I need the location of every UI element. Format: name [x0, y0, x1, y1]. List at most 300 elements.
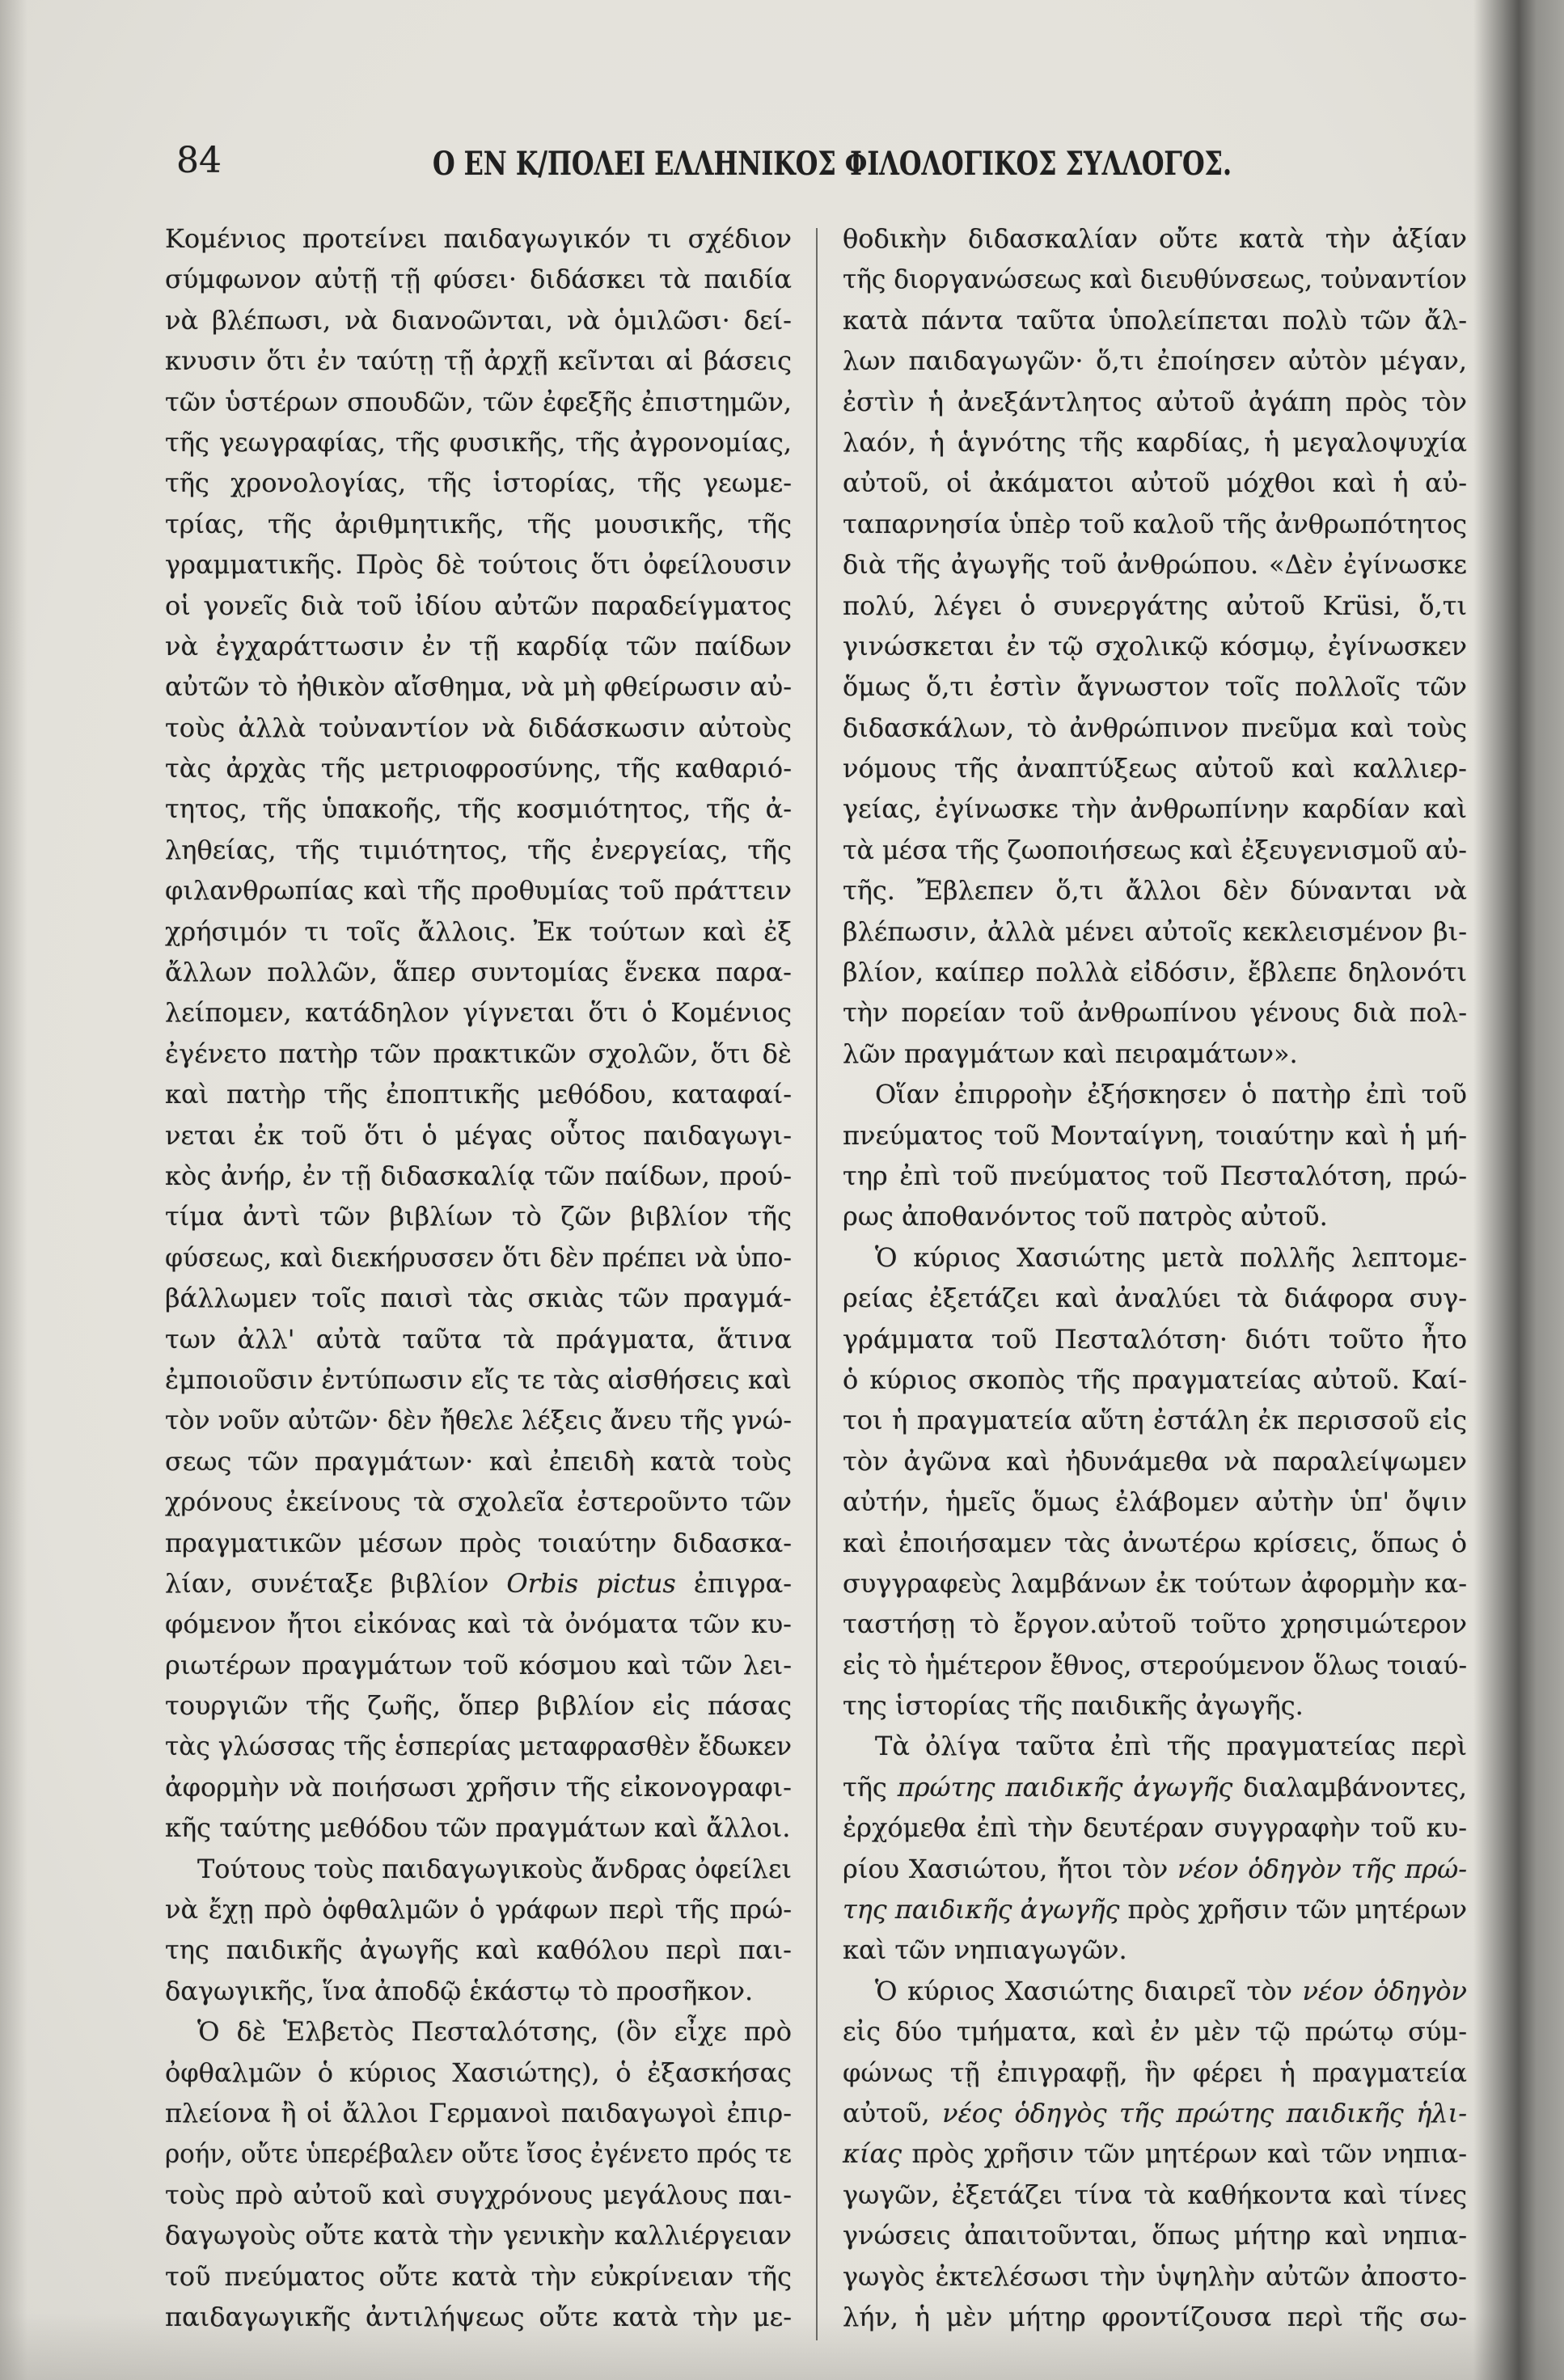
line-text	[843, 952, 1467, 992]
line-text	[843, 218, 1467, 259]
text-segment: φύσεως, καὶ διεκήρυσσεν ὅτι δὲν πρέπει νὰ ὑπο-	[165, 1241, 792, 1273]
text-segment: τὰ μέσα τῆς ζωοποιήσεως καὶ ἐξευγενισμοῦ αὐ-	[843, 834, 1467, 865]
line-text	[843, 544, 1467, 585]
line-text	[843, 666, 1467, 707]
text-line	[165, 1889, 792, 1930]
line-text	[843, 1359, 1467, 1400]
text-segment: των ἀλλ' αὐτὰ ταῦτα τὰ πράγματα, ἅτινα	[165, 1323, 792, 1355]
text-line	[843, 1523, 1467, 1563]
text-segment: δαγωγοὺς οὔτε κατὰ τὴν γενικὴν καλλιέργειαν	[165, 2220, 792, 2251]
text-line	[165, 1319, 792, 1359]
text-segment: λων παιδαγωγῶν· ὅ,τι ἐποίησεν αὐτὸν μέγαν,	[843, 345, 1467, 377]
line-text	[843, 2175, 1467, 2215]
text-segment: βλίον, καίπερ πολλὰ εἰδόσιν, ἔβλεπε δηλονότι	[843, 957, 1467, 988]
right-column	[843, 218, 1467, 2337]
italic-text: νέον ὁδηγὸν τῆς πρώ-	[1177, 1853, 1467, 1884]
line-text	[843, 1604, 1467, 1644]
line-text	[165, 1604, 792, 1644]
page-number: 84	[176, 140, 222, 181]
line-text	[843, 340, 1467, 381]
text-segment: χρόνους ἐκείνους τὰ σχολεῖα ἐστεροῦντο τῶν	[165, 1486, 792, 1518]
line-text	[843, 748, 1467, 788]
text-line	[165, 952, 792, 992]
text-line	[843, 626, 1467, 666]
text-line	[843, 1807, 1467, 1848]
text-line	[843, 2175, 1467, 2215]
text-segment: παιδαγωγικῆς ἀντιλήψεως οὔτε κατὰ τὴν με-	[165, 2301, 792, 2332]
text-segment: τηρ ἐπὶ τοῦ πνεύματος τοῦ Πεσταλότση, πρώ-	[843, 1160, 1467, 1191]
line-text	[165, 911, 792, 952]
text-segment: θοδικὴν διδασκαλίαν οὔτε κατὰ τὴν ἀξίαν	[843, 223, 1467, 254]
text-line	[165, 544, 792, 585]
line-text	[165, 2133, 792, 2174]
paragraph	[165, 218, 792, 1849]
text-line	[165, 218, 792, 259]
text-line	[165, 259, 792, 299]
text-line	[165, 1156, 792, 1196]
line-text	[165, 1196, 792, 1237]
text-line	[843, 463, 1467, 503]
text-line	[843, 2093, 1467, 2133]
text-line	[165, 1563, 792, 1604]
text-line	[843, 1849, 1467, 1889]
text-line	[165, 788, 792, 829]
line-text	[843, 1685, 1304, 1726]
text-line	[165, 1849, 792, 1889]
text-segment: Ὁ κύριος Χασιώτης διαιρεῖ τὸν	[875, 1975, 1303, 2006]
text-segment: νὰ βλέπωσι, νὰ διανοῶνται, νὰ ὁμιλῶσι· δεί-	[165, 304, 792, 336]
line-text	[165, 1400, 792, 1440]
text-line	[165, 1604, 792, 1644]
text-line	[843, 1685, 1467, 1726]
text-segment: ταπαρνησία ὑπὲρ τοῦ καλοῦ τῆς ἀνθρωπότητος	[843, 508, 1467, 539]
text-line	[843, 2133, 1467, 2174]
line-text	[843, 1645, 1467, 1685]
line-text	[875, 1726, 1467, 1766]
line-text	[843, 830, 1467, 870]
line-text	[843, 1034, 1298, 1074]
text-line	[843, 748, 1467, 788]
line-text	[843, 1767, 1467, 1807]
text-line	[843, 1482, 1467, 1522]
line-text	[875, 1237, 1467, 1278]
text-segment: γωγὸς ἐκτελέσωσι τὴν ὑψηλὴν αὐτῶν ἀποστο-	[843, 2260, 1467, 2292]
text-line	[843, 1400, 1467, 1440]
line-text	[843, 1849, 1467, 1889]
text-line	[843, 1971, 1467, 2011]
line-text	[843, 2256, 1467, 2297]
line-text	[165, 1889, 792, 1930]
text-line	[843, 1278, 1467, 1318]
text-line	[843, 2011, 1467, 2052]
text-segment: πρὸς χρῆσιν τῶν μητέρων	[1119, 1894, 1467, 1926]
text-line	[843, 300, 1467, 340]
line-text	[843, 2052, 1467, 2093]
text-segment: γράμματα τοῦ Πεσταλότση· διότι τοῦτο ἦτο	[843, 1323, 1467, 1355]
text-segment: ρως ἀποθανόντος τοῦ πατρὸς αὐτοῦ.	[843, 1201, 1328, 1232]
line-text	[165, 1115, 792, 1156]
text-line	[843, 2297, 1467, 2337]
text-line	[843, 504, 1467, 544]
text-segment: δαγωγικῆς, ἵνα ἀποδῷ ἑκάστῳ τὸ προσῆκον.	[165, 1975, 754, 2006]
line-text	[843, 992, 1467, 1033]
line-text	[165, 708, 792, 748]
line-text	[843, 2011, 1467, 2052]
line-text	[843, 1441, 1467, 1482]
line-text	[197, 2011, 792, 2052]
line-text	[165, 1807, 790, 1848]
text-segment: ἐπιγρα-	[675, 1567, 793, 1599]
text-line	[843, 1889, 1467, 1930]
line-text	[843, 1400, 1467, 1440]
text-segment: πρὸς χρῆσιν τῶν μητέρων καὶ τῶν νηπια-	[902, 2138, 1467, 2170]
text-line	[165, 1971, 792, 2011]
text-segment: νὰ ἔχῃ πρὸ ὀφθαλμῶν ὁ γράφων περὶ τῆς πρώ-	[165, 1894, 792, 1926]
text-line	[165, 2011, 792, 2052]
line-text	[165, 382, 792, 422]
text-segment: ἄλλων πολλῶν, ἅπερ συντομίας ἕνεκα παρα-	[165, 957, 792, 988]
text-line	[843, 708, 1467, 748]
line-text	[165, 1359, 792, 1400]
text-line	[843, 870, 1467, 911]
text-segment: ὁ κύριος σκοπὸς τῆς πραγματείας αὐτοῦ. Καί-	[843, 1363, 1467, 1395]
italic-text: της παιδικῆς ἀγωγῆς	[843, 1894, 1120, 1926]
line-text	[843, 1115, 1467, 1156]
line-text	[165, 1645, 792, 1685]
line-text	[165, 218, 792, 259]
text-segment: γωγῶν, ἐξετάζει τίνα τὰ καθήκοντα καὶ τίνες	[843, 2179, 1467, 2210]
text-segment: λαόν, ἡ ἁγνότης τῆς καρδίας, ἡ μεγαλοψυχία	[843, 426, 1467, 458]
line-text	[875, 1971, 1467, 2011]
text-line	[843, 1767, 1467, 1807]
text-segment: ἐστὶν ἡ ἀνεξάντλητος αὐτοῦ ἀγάπη πρὸς τὸν	[843, 386, 1467, 417]
text-line	[165, 1645, 792, 1685]
line-text	[843, 2133, 1467, 2174]
text-segment: γινώσκεται ἐν τῷ σχολικῷ κόσμῳ, ἐγίνωσκεν	[843, 630, 1467, 662]
text-line	[165, 1196, 792, 1237]
text-segment: ρείας ἐξετάζει καὶ ἀναλύει τὰ διάφορα συγ-	[843, 1283, 1467, 1314]
text-segment: καὶ πατὴρ τῆς ἐποπτικῆς μεθόδου, καταφαί-	[165, 1079, 792, 1110]
text-segment: ὅμως ὅ,τι ἐστὶν ἄγνωστον τοῖς πολλοῖς τῶν	[843, 671, 1467, 703]
text-line	[165, 1767, 792, 1807]
text-line	[843, 1441, 1467, 1482]
line-text	[843, 1930, 1127, 1970]
left-column	[165, 218, 792, 2337]
line-text	[165, 1767, 792, 1807]
text-segment: Τούτους τοὺς παιδαγωγικοὺς ἄνδρας ὀφείλει	[197, 1853, 792, 1884]
text-line	[843, 830, 1467, 870]
text-segment: νεται ἐκ τοῦ ὅτι ὁ μέγας οὗτος παιδαγωγι-	[165, 1119, 792, 1151]
line-text	[165, 2256, 792, 2297]
text-segment: βλέπωσιν, ἀλλὰ μένει αὐτοῖς κεκλεισμένον βι-	[843, 915, 1467, 947]
line-text	[165, 504, 792, 544]
text-segment: τίμα ἀντὶ τῶν βιβλίων τὸ ζῶν βιβλίον τῆς	[165, 1201, 792, 1232]
text-segment: εἰς δύο τμήματα, καὶ ἐν μὲν τῷ πρώτῳ σύμ-	[843, 2016, 1467, 2048]
text-line	[843, 952, 1467, 992]
line-text	[165, 748, 792, 788]
line-text	[843, 382, 1467, 422]
line-text	[165, 1971, 753, 2011]
text-line	[843, 544, 1467, 585]
line-text	[165, 2297, 792, 2337]
text-line	[165, 708, 792, 748]
line-text	[165, 1726, 792, 1766]
line-text	[843, 422, 1467, 463]
text-segment: τητος, τῆς ὑπακοῆς, τῆς κοσμιότητος, τῆς ἀ-	[165, 793, 792, 825]
text-segment: κὸς ἀνήρ, ἐν τῇ διδασκαλίᾳ τῶν παίδων, πρού-	[165, 1160, 792, 1191]
text-line	[843, 1156, 1467, 1196]
line-text	[843, 300, 1467, 340]
italic-text: νέος ὁδηγὸς τῆς πρώτης παιδικῆς ἡλι-	[942, 2097, 1467, 2128]
text-segment: κῆς ταύτης μεθόδου τῶν πραγμάτων καὶ ἄλλοι.	[165, 1812, 791, 1844]
text-line	[165, 2256, 792, 2297]
text-segment: καὶ τῶν νηπιαγωγῶν.	[843, 1934, 1127, 1966]
text-line	[843, 2052, 1467, 2093]
text-line	[165, 1237, 792, 1278]
line-text	[165, 1034, 792, 1074]
text-line	[843, 1604, 1467, 1644]
line-text	[165, 2215, 792, 2255]
line-text	[165, 2093, 792, 2133]
text-line	[843, 1074, 1467, 1114]
paragraph	[165, 1849, 792, 2012]
text-segment: ροήν, οὔτε ὑπερέβαλεν οὔτε ἴσος ἐγένετο πρός τε	[165, 2138, 792, 2170]
text-segment: αὐτήν, ἡμεῖς ὅμως ἐλάβομεν αὐτὴν ὑπ' ὄψιν	[843, 1486, 1467, 1518]
text-segment: τὸν ἀγῶνα καὶ ἠδυνάμεθα νὰ παραλείψωμεν	[843, 1445, 1467, 1477]
text-segment: καὶ ἐποιήσαμεν τὰς ἀνωτέρω κρίσεις, ὅπως ὁ	[843, 1527, 1467, 1558]
line-text	[165, 788, 792, 829]
paragraph	[843, 218, 1467, 1074]
line-text	[165, 952, 792, 992]
line-text	[843, 585, 1467, 626]
text-line	[165, 2297, 792, 2337]
text-line	[165, 1930, 792, 1970]
line-text	[165, 870, 792, 911]
text-line	[165, 666, 792, 707]
text-segment: ἐρχόμεθα ἐπὶ τὴν δευτέραν συγγραφὴν τοῦ κυ-	[843, 1812, 1467, 1844]
text-segment: λείπομεν, κατάδηλον γίγνεται ὅτι ὁ Κομένιος	[165, 997, 792, 1029]
text-segment: κνυσιν ὅτι ἐν ταύτῃ τῇ ἀρχῇ κεῖνται αἱ βάσεις	[165, 345, 792, 377]
text-segment: τὰς ἀρχὰς τῆς μετριοφροσύνης, τῆς καθαριό-	[165, 753, 792, 784]
text-line	[165, 340, 792, 381]
text-segment: βάλλωμεν τοῖς παισὶ τὰς σκιὰς τῶν πραγμά-	[165, 1283, 792, 1314]
italic-text: νέον ὁδηγὸν	[1302, 1975, 1468, 2006]
text-segment: της παιδικῆς ἀγωγῆς καὶ καθόλου περὶ παι-	[165, 1934, 792, 1966]
text-segment: τοι ἡ πραγματεία αὕτη ἐστάλη ἐκ περισσοῦ εἰς	[843, 1405, 1467, 1436]
text-line	[165, 2215, 792, 2255]
text-segment: τῆς χρονολογίας, τῆς ἱστορίας, τῆς γεωμε-	[165, 467, 792, 499]
text-line	[165, 1278, 792, 1318]
line-text	[843, 1889, 1467, 1930]
text-segment: αὐτῶν τὸ ἠθικὸν αἴσθημα, νὰ μὴ φθείρωσιν αὐ-	[165, 671, 792, 703]
text-segment: ληθείας, τῆς τιμιότητος, τῆς ἐνεργείας, τῆς	[165, 834, 792, 865]
line-text	[165, 1237, 792, 1278]
text-segment: ἐμποιοῦσιν ἐντύπωσιν εἴς τε τὰς αἰσθήσεις καὶ	[165, 1363, 792, 1395]
text-segment: πραγματικῶν μέσων πρὸς τοιαύτην διδασκα-	[165, 1527, 792, 1558]
text-line	[843, 2215, 1467, 2255]
text-line	[165, 830, 792, 870]
line-text	[165, 1523, 792, 1563]
line-text	[165, 544, 792, 585]
text-segment: λήν, ἡ μὲν μήτηρ φροντίζουσα περὶ τῆς σω-	[843, 2301, 1467, 2332]
text-segment: Ὁ κύριος Χασιώτης μετὰ πολλῆς λεπτομε-	[875, 1241, 1467, 1273]
text-segment: χρήσιμόν τι τοῖς ἄλλοις. Ἐκ τούτων καὶ ἐξ	[165, 915, 792, 947]
text-line	[843, 1645, 1467, 1685]
text-segment: συγγραφεὺς λαμβάνων ἐκ τούτων ἀφορμὴν κα-	[843, 1567, 1467, 1599]
text-segment: γείας, ἐγίνωσκε τὴν ἀνθρωπίνην καρδίαν καὶ	[843, 793, 1467, 825]
line-text	[165, 259, 792, 299]
line-text	[875, 1074, 1467, 1114]
text-segment: ἐγένετο πατὴρ τῶν πρακτικῶν σχολῶν, ὅτι δὲ	[165, 1038, 792, 1069]
text-line	[843, 992, 1467, 1033]
text-line	[165, 1074, 792, 1114]
text-segment: πλείονα ἢ οἱ ἄλλοι Γερμανοὶ παιδαγωγοὶ ἐπιρ-	[165, 2097, 792, 2128]
line-text	[843, 1156, 1467, 1196]
line-text	[165, 1930, 792, 1970]
text-segment: νὰ ἐγχαράττωσιν ἐν τῇ καρδίᾳ τῶν παίδων	[165, 630, 792, 662]
line-text	[165, 1319, 792, 1359]
paragraph	[843, 1074, 1467, 1237]
line-text	[165, 2175, 792, 2215]
line-text	[165, 830, 792, 870]
text-line	[843, 218, 1467, 259]
italic-text: κίας	[843, 2138, 902, 2170]
italic-text: Orbis pictus	[506, 1567, 676, 1599]
text-segment: τῶν ὑστέρων σπουδῶν, τῶν ἐφεξῆς ἐπιστημῶν,	[165, 386, 792, 417]
text-line	[165, 422, 792, 463]
text-segment: φιλανθρωπίας καὶ τῆς προθυμίας τοῦ πράττειν	[165, 875, 792, 907]
line-text	[165, 1441, 792, 1482]
paragraph	[165, 2011, 792, 2337]
line-text	[165, 463, 792, 503]
text-line	[843, 1359, 1467, 1400]
line-text	[843, 2093, 1467, 2133]
text-segment: τὸν νοῦν αὐτῶν· δὲν ἤθελε λέξεις ἄνευ τῆς γνώ-	[165, 1405, 792, 1436]
text-segment: λῶν πραγμάτων καὶ πειραμάτων».	[843, 1038, 1298, 1069]
text-segment: τρίας, τῆς ἀριθμητικῆς, τῆς μουσικῆς, τῆς	[165, 508, 792, 539]
text-segment: εἰς τὸ ἡμέτερον ἔθνος, στερούμενον ὅλως τοιαύ-	[843, 1649, 1467, 1680]
text-line	[165, 911, 792, 952]
text-segment: διδασκάλων, τὸ ἀνθρώπινον πνεῦμα καὶ τοὺς	[843, 712, 1467, 743]
text-line	[165, 1115, 792, 1156]
text-line	[165, 382, 792, 422]
text-segment: κατὰ πάντα ταῦτα ὑπολείπεται πολὺ τῶν ἄλ-	[843, 304, 1467, 336]
text-segment: τῆς διοργανώσεως καὶ διευθύνσεως, τοὐναντίον	[843, 264, 1467, 295]
text-segment: τὴν πορείαν τοῦ ἀνθρωπίνου γένους διὰ πολ-	[843, 997, 1467, 1029]
text-line	[165, 626, 792, 666]
text-line	[165, 1359, 792, 1400]
text-line	[165, 748, 792, 788]
line-text	[165, 1563, 792, 1604]
text-line	[843, 259, 1467, 299]
text-line	[843, 1563, 1467, 1604]
text-line	[843, 1196, 1467, 1237]
line-text	[843, 1319, 1467, 1359]
text-segment: αὐτοῦ,	[843, 2097, 943, 2128]
italic-text: πρώτης παιδικῆς ἀγωγῆς	[897, 1771, 1233, 1803]
text-segment: διὰ τῆς ἀγωγῆς τοῦ ἀνθρώπου. «Δὲν ἐγίνωσκε	[843, 549, 1467, 581]
text-segment: σεως τῶν πραγμάτων· καὶ ἐπειδὴ κατὰ τοὺς	[165, 1445, 792, 1477]
text-segment: Ὁ δὲ Ἑλβετὸς Πεσταλότσης, (ὃν εἶχε πρὸ	[197, 2016, 792, 2048]
text-line	[843, 585, 1467, 626]
line-text	[165, 422, 792, 463]
line-text	[843, 463, 1467, 503]
line-text	[165, 1685, 792, 1726]
line-text	[197, 1849, 792, 1889]
line-text	[165, 1074, 792, 1114]
text-line	[165, 1034, 792, 1074]
text-line	[843, 666, 1467, 707]
text-segment: τοῦ πνεύματος οὔτε κατὰ τὴν εὐκρίνειαν τῆς	[165, 2260, 792, 2292]
text-line	[165, 1400, 792, 1440]
line-text	[165, 992, 792, 1033]
line-text	[165, 666, 792, 707]
text-segment: σύμφωνον αὐτῇ τῇ φύσει· διδάσκει τὰ παιδία	[165, 264, 792, 295]
text-line	[843, 1930, 1467, 1970]
text-segment: ἀφορμὴν νὰ ποιήσωσι χρῆσιν τῆς εἰκονογραφι-	[165, 1771, 792, 1803]
text-segment: Κομένιος προτείνει παιδαγωγικόν τι σχέδιον	[165, 223, 792, 254]
text-line	[843, 1115, 1467, 1156]
text-segment: οἱ γονεῖς διὰ τοῦ ἰδίου αὐτῶν παραδείγματος	[165, 590, 792, 621]
text-line	[843, 340, 1467, 381]
text-line	[165, 2052, 792, 2093]
line-text	[165, 2052, 792, 2093]
line-text	[843, 870, 1467, 911]
text-line	[165, 504, 792, 544]
text-segment: φώνως τῇ ἐπιγραφῇ, ἣν φέρει ἡ πραγματεία	[843, 2057, 1467, 2088]
text-line	[843, 2256, 1467, 2297]
text-segment: ταστήσῃ τὸ ἔργον.αὐτοῦ τοῦτο χρησιμώτερον	[843, 1609, 1467, 1640]
text-line	[843, 911, 1467, 952]
line-text	[843, 2297, 1467, 2337]
text-line	[165, 1685, 792, 1726]
paragraph	[843, 1237, 1467, 1727]
text-line	[165, 992, 792, 1033]
text-segment: τὰς γλώσσας τῆς ἑσπερίας μεταφρασθὲν ἔδωκεν	[165, 1731, 792, 1762]
text-segment: τοὺς πρὸ αὐτοῦ καὶ συγχρόνους μεγάλους παι-	[165, 2179, 792, 2210]
line-text	[843, 1482, 1467, 1522]
text-segment: τῆς. Ἔβλεπεν ὅ,τι ἄλλοι δὲν δύνανται νὰ	[843, 875, 1467, 907]
text-line	[843, 382, 1467, 422]
text-segment: ρίου Χασιώτου, ἤτοι τὸν	[843, 1853, 1178, 1884]
line-text	[165, 626, 792, 666]
text-line	[165, 463, 792, 503]
text-line	[843, 422, 1467, 463]
text-line	[165, 300, 792, 340]
line-text	[843, 2215, 1467, 2255]
text-segment: φόμενον ἤτοι εἰκόνας καὶ τὰ ὀνόματα τῶν κυ-	[165, 1609, 792, 1640]
line-text	[843, 788, 1467, 829]
text-segment: τῆς	[843, 1771, 898, 1803]
line-text	[165, 1482, 792, 1522]
line-text	[843, 626, 1467, 666]
text-line	[843, 1237, 1467, 1278]
column-divider	[816, 228, 818, 2340]
text-line	[843, 1319, 1467, 1359]
text-line	[165, 2093, 792, 2133]
line-text	[165, 1278, 792, 1318]
line-text	[843, 1807, 1467, 1848]
text-segment: της ἱστορίας τῆς παιδικῆς ἀγωγῆς.	[843, 1690, 1304, 1722]
running-head-text: Ο ΕΝ Κ/ΠΟΛΕΙ ΕΛΛΗΝΙΚΟΣ ΦΙΛΟΛΟΓΙΚΟΣ ΣΥΛΛΟΓΟΣ.	[433, 145, 1232, 183]
line-text	[843, 911, 1467, 952]
paragraph	[843, 1726, 1467, 1970]
line-text	[165, 1156, 792, 1196]
text-segment: διαλαμβάνοντες,	[1232, 1771, 1468, 1803]
text-line	[165, 870, 792, 911]
text-segment: ὀφθαλμῶν ὁ κύριος Χασιώτης), ὁ ἐξασκήσας	[165, 2057, 792, 2088]
line-text	[843, 708, 1467, 748]
